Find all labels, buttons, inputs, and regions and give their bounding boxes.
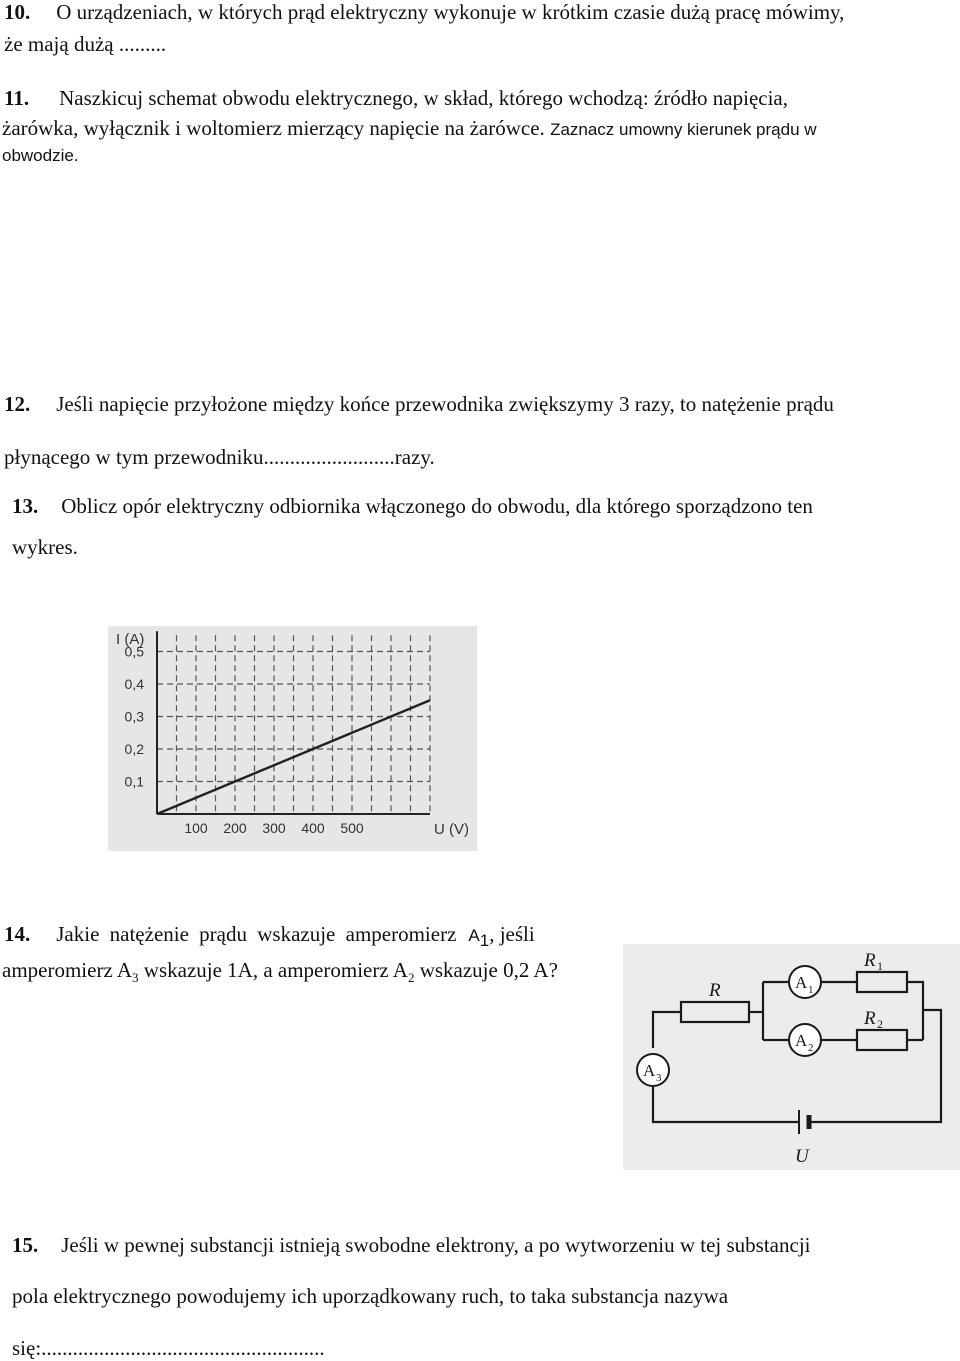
label-u: U — [795, 1146, 809, 1167]
label-a1: A — [795, 973, 808, 992]
resistor-r — [681, 1002, 749, 1022]
chart-grid — [157, 635, 430, 814]
q12-line1 — [4, 392, 834, 417]
q11-number: 11. — [4, 86, 30, 110]
q13-number: 13. — [12, 494, 39, 518]
label-r1-sub: 1 — [877, 959, 883, 973]
label-r2: R — [864, 1008, 876, 1029]
x-tick-label: 500 — [340, 820, 364, 836]
q15-text-1: Jeśli w pewnej substancji istnieją swobodne elektrony, a po wytworzeniu w tej substancji — [61, 1233, 811, 1257]
q13-line1 — [12, 494, 813, 519]
wire-left-top — [653, 1012, 681, 1048]
label-a1-sub: 1 — [808, 984, 814, 996]
q14-text-1: Jakie natężenie prądu wskazuje amperomierz — [56, 922, 457, 946]
q14-line2 — [2, 958, 558, 986]
label-r: R — [709, 980, 721, 1001]
circuit-diagram — [623, 944, 960, 1170]
label-a3-sub: 3 — [656, 1072, 662, 1084]
wire-r1-out — [907, 982, 923, 1040]
chart-x-label: U (V) — [434, 821, 469, 838]
chart-ticks — [125, 644, 364, 837]
y-tick-label: 0,2 — [124, 741, 144, 757]
q12-line2: płynącego w tym przewodniku.........................razy. — [4, 445, 435, 469]
q11-text-2a: żarówka, wyłącznik i woltomierz mierzący napięcie na żarówce. — [2, 116, 551, 140]
q11-line1 — [4, 86, 788, 111]
q14-a1-sub: 1 — [479, 931, 490, 951]
y-tick-label: 0,3 — [124, 708, 144, 725]
resistor-r1 — [857, 972, 907, 992]
y-tick-label: 0,1 — [124, 773, 144, 790]
resistor-r2 — [857, 1030, 907, 1050]
current-voltage-graph — [108, 626, 477, 851]
q14-sub3: 3 — [132, 970, 139, 986]
q12-text-1: Jeśli napięcie przyłożone między końce przewodnika zwiększymy 3 razy, to natężenie prądu — [56, 392, 834, 416]
q13-line2: wykres. — [12, 535, 78, 559]
q15-line1 — [12, 1233, 810, 1258]
q13-text-1: Oblicz opór elektryczny odbiornika włączonego do obwodu, dla którego sporządzono ten — [61, 494, 813, 518]
label-r2-sub: 2 — [877, 1017, 883, 1031]
x-tick-label: 200 — [223, 820, 247, 836]
x-tick-label: 100 — [184, 820, 208, 836]
label-a2-sub: 2 — [808, 1042, 814, 1054]
q10-line2: że mają dużą ......... — [4, 32, 167, 56]
y-tick-label: 0,4 — [124, 676, 144, 692]
label-r1: R — [864, 950, 876, 971]
q14-sub2: 2 — [407, 970, 415, 986]
q10-text-1: O urządzeniach, w których prąd elektryczny wykonuje w krótkim czasie dużą pracę mówimy, — [56, 0, 845, 24]
q11-text-1: Naszkicuj schemat obwodu elektrycznego, w skład, którego wchodzą: źródło napięcia, — [59, 86, 789, 110]
label-a2: A — [795, 1031, 808, 1050]
q12-number: 12. — [4, 392, 31, 416]
q15-line3: się:...................................................... — [12, 1336, 325, 1360]
q15-line2: pola elektrycznego powodujemy ich uporządkowany ruch, to taka substancja nazywa — [12, 1284, 729, 1308]
x-tick-label: 300 — [262, 820, 286, 836]
q11-line2 — [2, 116, 817, 141]
q14-number: 14. — [4, 922, 31, 946]
q14-text-1-end: , jeśli — [489, 922, 535, 946]
chart-y-label: I (A) — [116, 631, 145, 648]
q14-line1 — [4, 922, 535, 951]
q11-line3: obwodzie. — [2, 146, 79, 165]
label-a3: A — [643, 1061, 656, 1080]
circuit-svg — [623, 944, 960, 1170]
y-tick-label: 0,5 — [124, 643, 144, 660]
q10-line1 — [4, 0, 844, 25]
q14-a1: A — [468, 926, 480, 945]
q15-number: 15. — [12, 1233, 39, 1257]
x-tick-label: 400 — [301, 820, 325, 836]
q14-text-2a: amperomierz A — [2, 958, 133, 982]
chart-svg — [108, 626, 477, 851]
wire-left-bottom — [653, 1070, 799, 1122]
q14-text-2c: wskazuje 0,2 A? — [414, 958, 558, 982]
q11-text-2b: Zaznacz umowny kierunek prądu w — [550, 120, 817, 139]
q14-text-2b: wskazuje 1A, a amperomierz A — [138, 958, 408, 982]
q10-number: 10. — [4, 0, 31, 24]
